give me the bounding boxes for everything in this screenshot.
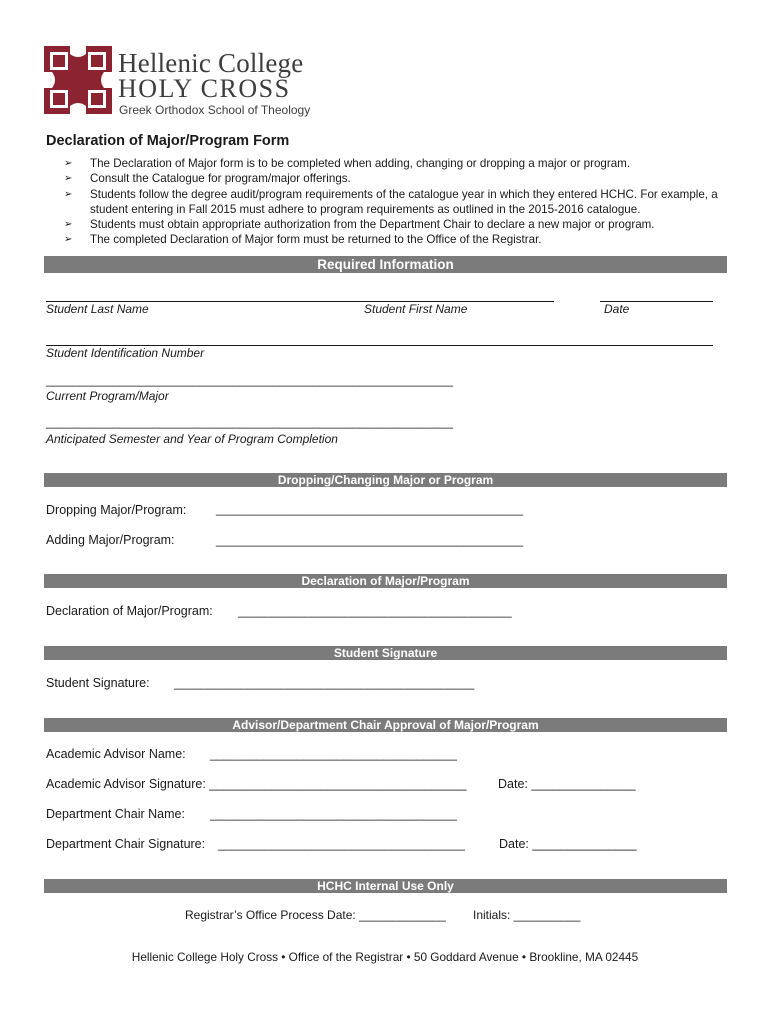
- declaration-field[interactable]: _________________________________________: [238, 604, 512, 618]
- signature-header: Student Signature: [44, 646, 727, 660]
- advisor-signature-field[interactable]: Academic Advisor Signature: _____________________________________: [46, 777, 467, 791]
- adding-label: Adding Major/Program:: [46, 533, 175, 547]
- internal-use-header: HCHC Internal Use Only: [44, 879, 727, 893]
- dropping-label: Dropping Major/Program:: [46, 503, 187, 517]
- advisor-date-field[interactable]: Date: _______________: [498, 777, 636, 791]
- arrow-bullet-icon: ➢: [64, 173, 73, 185]
- declaration-header: Declaration of Major/Program: [44, 574, 727, 588]
- chair-name-field[interactable]: _____________________________________: [210, 807, 457, 821]
- form-title: Declaration of Major/Program Form: [46, 133, 290, 149]
- advisor-name-label: Academic Advisor Name:: [46, 747, 186, 761]
- adding-field[interactable]: ______________________________________________: [216, 533, 523, 547]
- dropping-field[interactable]: ______________________________________________: [216, 502, 523, 516]
- required-info-header: Required Information: [44, 256, 727, 273]
- date-label: Date: [604, 302, 630, 316]
- chair-name-label: Department Chair Name:: [46, 807, 185, 821]
- student-last-name-label: Student Last Name: [46, 302, 149, 316]
- current-program-field[interactable]: _____________________________________________________________: [46, 373, 454, 387]
- arrow-bullet-icon: ➢: [64, 234, 73, 246]
- arrow-bullet-icon: ➢: [64, 219, 73, 231]
- instruction-item: ➢ The Declaration of Major form is to be completed when adding, changing or dropping a major or program.: [64, 157, 631, 170]
- logo-line-2: HOLY CROSS: [118, 74, 291, 103]
- approval-header: Advisor/Department Chair Approval of Major/Program: [44, 718, 727, 732]
- instructions-list: [64, 156, 734, 248]
- anticipated-completion-label: Anticipated Semester and Year of Program Completion: [46, 432, 338, 446]
- footer-address: Hellenic College Holy Cross • Office of the Registrar • 50 Goddard Avenue • Brookline, MA 02445: [131, 950, 639, 964]
- arrow-bullet-icon: ➢: [64, 188, 73, 200]
- arrow-bullet-icon: ➢: [64, 158, 73, 169]
- dropping-header: Dropping/Changing Major or Program: [44, 473, 727, 487]
- current-program-label: Current Program/Major: [46, 389, 169, 403]
- anticipated-completion-field[interactable]: _____________________________________________________________: [46, 415, 454, 429]
- cross-icon: [44, 46, 112, 114]
- declaration-label: Declaration of Major/Program:: [46, 604, 213, 618]
- chair-signature-field[interactable]: _____________________________________: [218, 837, 465, 851]
- student-first-name-label: Student First Name: [364, 302, 468, 316]
- student-id-label: Student Identification Number: [46, 346, 205, 360]
- chair-signature-label: Department Chair Signature:: [46, 837, 206, 851]
- initials-field[interactable]: Initials: __________: [473, 908, 581, 922]
- instruction-item: ➢ Students must obtain appropriate authorization from the Department Chair to declare a new major or program.: [64, 218, 655, 232]
- logo-line-3: Greek Orthodox School of Theology: [119, 103, 311, 117]
- instruction-item: ➢ Consult the Catalogue for program/major offerings.: [64, 172, 351, 186]
- student-signature-label: Student Signature:: [46, 676, 150, 690]
- instruction-item: ➢ The completed Declaration of Major form must be returned to the Office of the Registrar.: [64, 233, 542, 247]
- advisor-name-field[interactable]: _____________________________________: [210, 747, 457, 761]
- logo-line-1: Hellenic College: [118, 48, 304, 78]
- instruction-item: ➢ Students follow the degree audit/program requirements of the catalogue year in which they entered HCHC. For example, a student entering in Fall 2015 must adhere to program requirements as outlined in the 2015-2016 catalogue.: [64, 187, 718, 216]
- registrar-process-date-field[interactable]: Registrar’s Office Process Date: _____________: [185, 908, 446, 922]
- student-signature-field[interactable]: _____________________________________________: [174, 676, 475, 690]
- chair-date-field[interactable]: Date: _______________: [499, 837, 637, 851]
